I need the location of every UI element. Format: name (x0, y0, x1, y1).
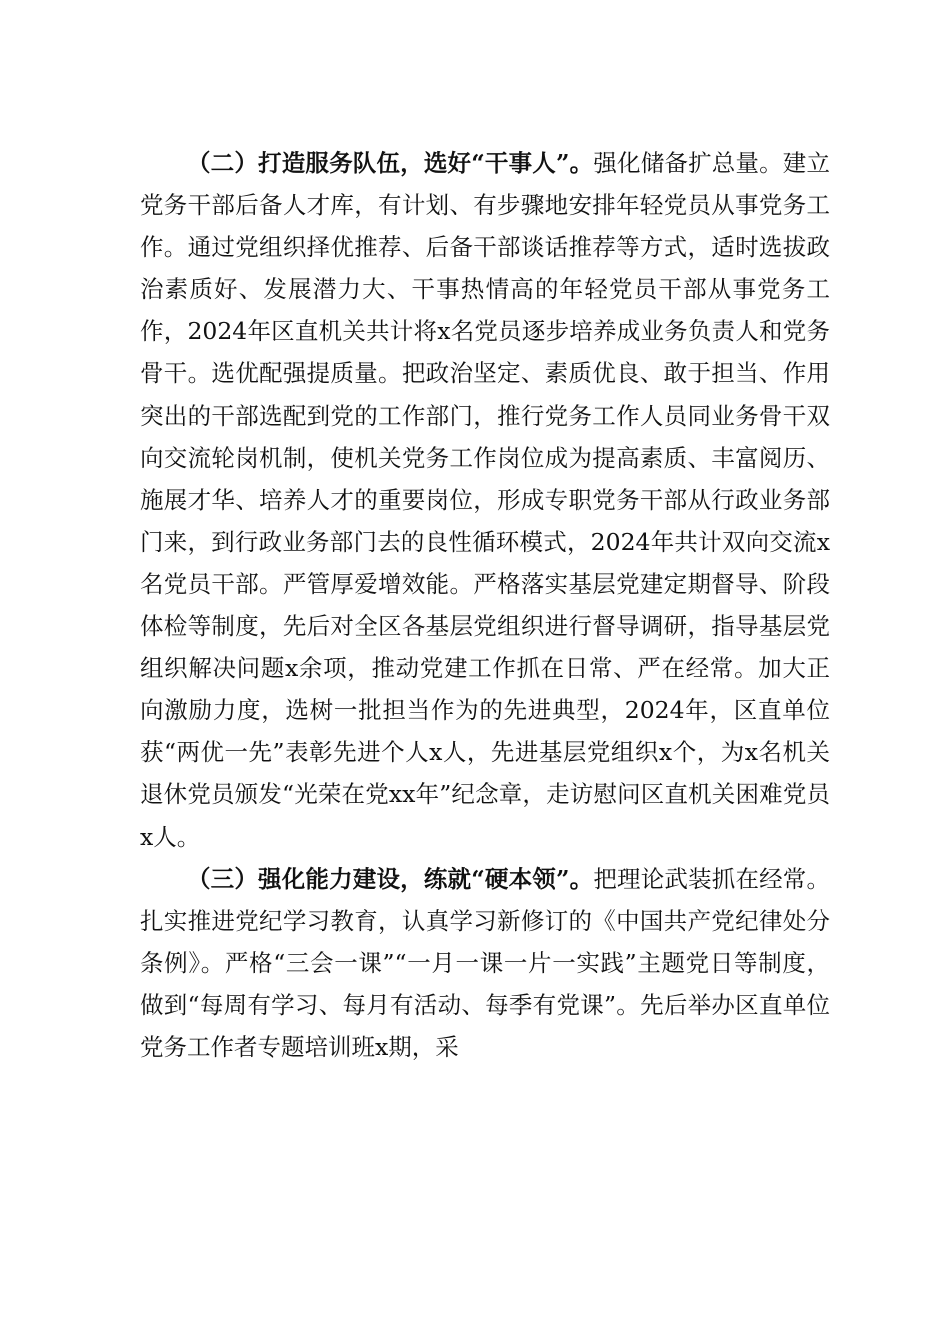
paragraph-3-body: 把理论武装抓在经常。扎实推进党纪学习教育，认真学习新修订的《中国共产党纪律处分条例》。严格“三会一课”“一月一课一片一实践”主题党日等制度，做到“每周有学习、每月有活动、每季有党课”。先后举办区直单位党务工作者专题培训班x期，采 (140, 864, 830, 1061)
document-body (140, 142, 830, 1068)
paragraph-2 (140, 142, 830, 858)
paragraph-3-heading: （三）强化能力建设，练就“硬本领”。 (187, 864, 594, 893)
paragraph-3 (140, 858, 830, 1068)
paragraph-2-heading: （二）打造服务队伍，选好“干事人”。 (187, 149, 594, 177)
paragraph-2-body: 强化储备扩总量。建立党务干部后备人才库，有计划、有步骤地安排年轻党员从事党务工作。通过党组织择优推荐、后备干部谈话推荐等方式，适时选拔政治素质好、发展潜力大、干事热情高的年轻党员干部从事党务工作，2024年区直机关共计将x名党员逐步培养成业务负责人和党务骨干。选优配强提质量。把政治坚定、素质优良、敢于担当、作用突出的干部选配到党的工作部门，推行党务工作人员同业务骨干双向交流轮岗机制，使机关党务工作岗位成为提高素质、丰富阅历、施展才华、培养人才的重要岗位，形成专职党务干部从行政业务部门来，到行政业务部门去的良性循环模式，2024年共计双向交流x名党员干部。严管厚爱增效能。严格落实基层党建定期督导、阶段体检等制度，先后对全区各基层党组织进行督导调研，指导基层党组织解决问题x余项，推动党建工作抓在日常、严在经常。加大正向激励力度，选树一批担当作为的先进典型，2024年，区直单位获“两优一先”表彰先进个人x人，先进基层党组织x个，为x名机关退休党员颁发“光荣在党xx年”纪念章，走访慰问区直机关困难党员x人。 (140, 149, 830, 851)
